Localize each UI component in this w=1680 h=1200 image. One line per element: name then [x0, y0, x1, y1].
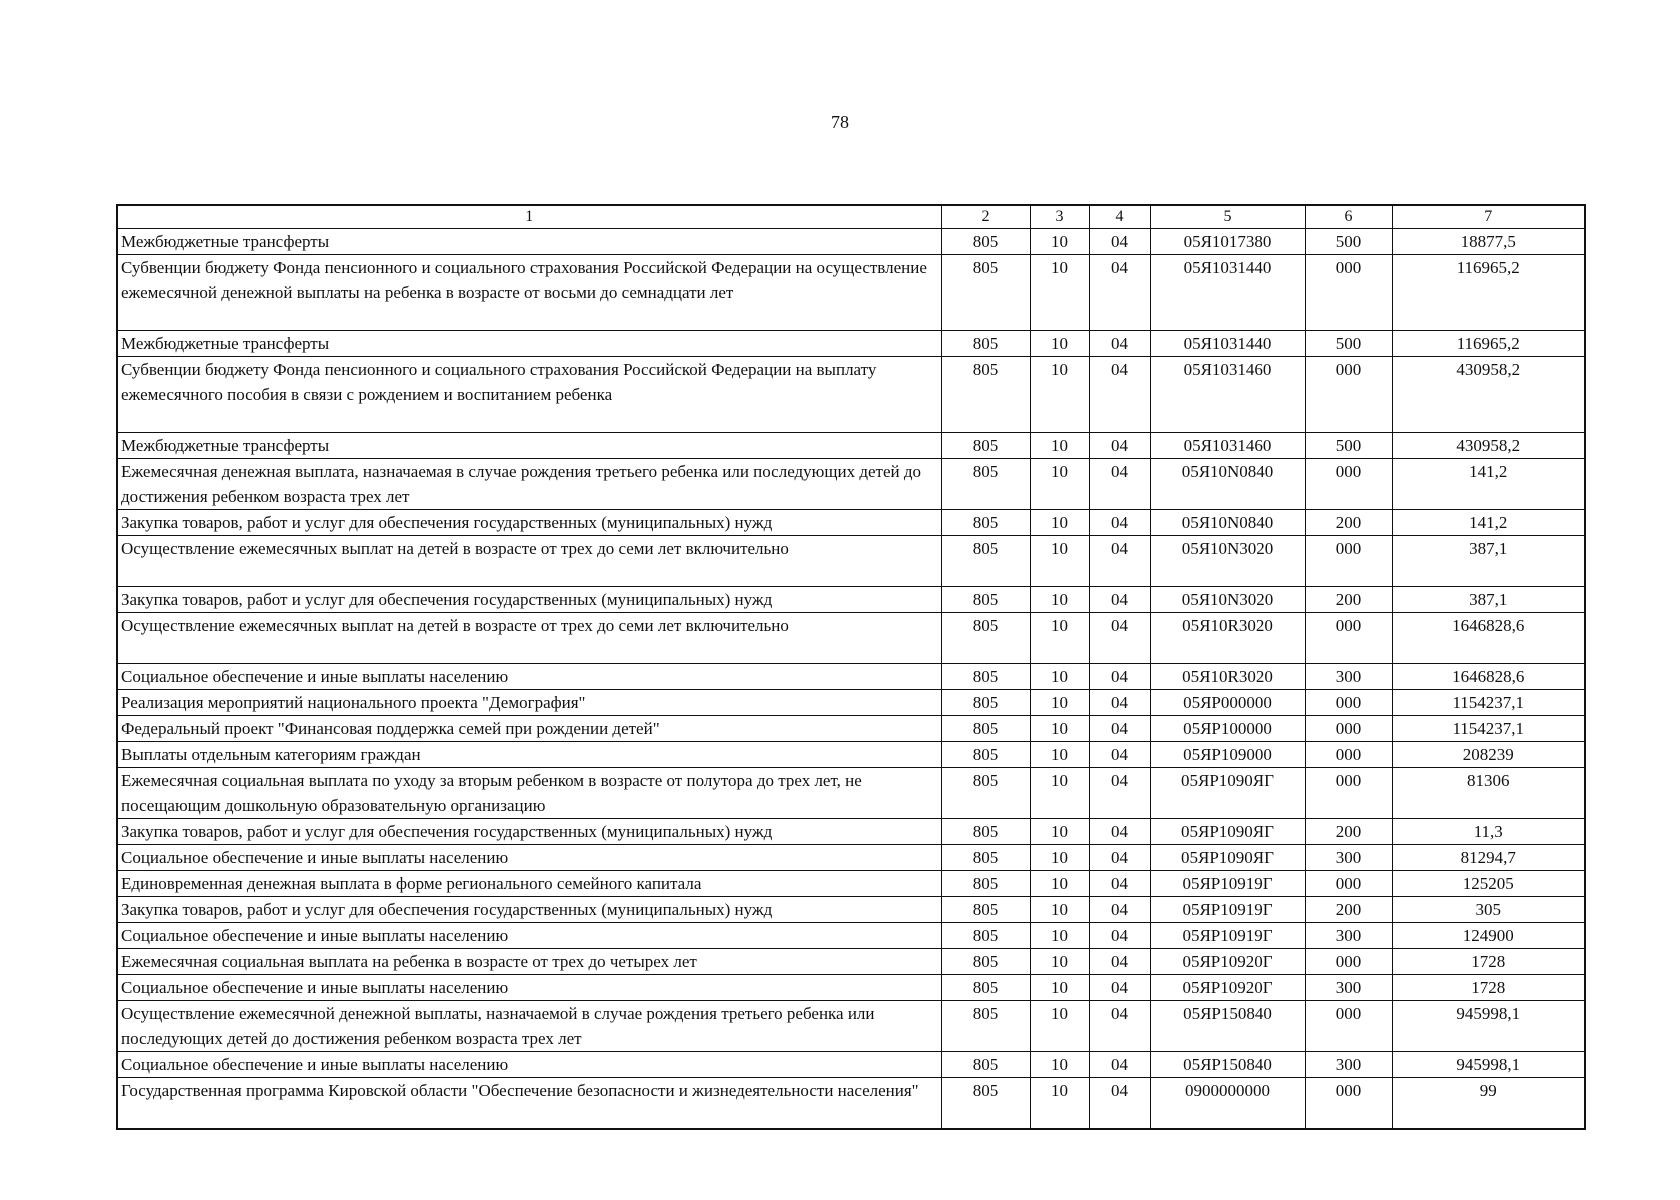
row-col7-cell: 945998,1: [1392, 1052, 1585, 1078]
row-col4-cell: 04: [1089, 1078, 1150, 1130]
row-col3-cell: 10: [1030, 845, 1089, 871]
row-col2-cell: 805: [941, 587, 1030, 613]
row-col2-cell: 805: [941, 459, 1030, 510]
row-name-cell: Межбюджетные трансферты: [117, 433, 941, 459]
row-col3-cell: 10: [1030, 975, 1089, 1001]
table-row: [117, 510, 1585, 536]
row-col7-cell: 387,1: [1392, 587, 1585, 613]
row-name-cell: Осуществление ежемесячных выплат на детей в возрасте от трех до семи лет включительно: [117, 536, 941, 587]
row-col7-cell: 18877,5: [1392, 229, 1585, 255]
row-name-cell: Единовременная денежная выплата в форме регионального семейного капитала: [117, 871, 941, 897]
table-row: [117, 923, 1585, 949]
column-header-1: 1: [117, 205, 941, 229]
row-col6-cell: 200: [1305, 819, 1392, 845]
column-header-7: 7: [1392, 205, 1585, 229]
row-col7-cell: 1728: [1392, 975, 1585, 1001]
row-col6-cell: 300: [1305, 975, 1392, 1001]
row-col3-cell: 10: [1030, 613, 1089, 664]
row-col3-cell: 10: [1030, 433, 1089, 459]
row-col6-cell: 000: [1305, 871, 1392, 897]
row-name-cell: Социальное обеспечение и иные выплаты населению: [117, 975, 941, 1001]
row-col6-cell: 000: [1305, 949, 1392, 975]
row-col5-cell: 05Я1031460: [1150, 357, 1305, 433]
row-col4-cell: 04: [1089, 357, 1150, 433]
row-col6-cell: 200: [1305, 897, 1392, 923]
row-col2-cell: 805: [941, 845, 1030, 871]
row-col2-cell: 805: [941, 255, 1030, 331]
column-header-5: 5: [1150, 205, 1305, 229]
table-row: [117, 949, 1585, 975]
row-col6-cell: 000: [1305, 1001, 1392, 1052]
table-row: [117, 433, 1585, 459]
row-col4-cell: 04: [1089, 845, 1150, 871]
row-col5-cell: 05Я1031440: [1150, 255, 1305, 331]
row-col6-cell: 500: [1305, 433, 1392, 459]
table-row: [117, 871, 1585, 897]
row-col5-cell: 05Я10N3020: [1150, 536, 1305, 587]
row-col3-cell: 10: [1030, 587, 1089, 613]
row-col3-cell: 10: [1030, 331, 1089, 357]
row-col4-cell: 04: [1089, 1052, 1150, 1078]
row-col5-cell: 05ЯР1090ЯГ: [1150, 768, 1305, 819]
row-col7-cell: 99: [1392, 1078, 1585, 1130]
row-col4-cell: 04: [1089, 871, 1150, 897]
table-row: [117, 255, 1585, 331]
table-row: [117, 690, 1585, 716]
table-row: [117, 975, 1585, 1001]
row-name-cell: Реализация мероприятий национального проекта "Демография": [117, 690, 941, 716]
row-col3-cell: 10: [1030, 871, 1089, 897]
row-col7-cell: 141,2: [1392, 510, 1585, 536]
row-col6-cell: 200: [1305, 587, 1392, 613]
row-col4-cell: 04: [1089, 255, 1150, 331]
row-col6-cell: 500: [1305, 331, 1392, 357]
row-name-cell: Выплаты отдельным категориям граждан: [117, 742, 941, 768]
column-header-2: 2: [941, 205, 1030, 229]
row-col5-cell: 05Я10N3020: [1150, 587, 1305, 613]
row-col5-cell: 05ЯР1090ЯГ: [1150, 819, 1305, 845]
table-row: [117, 331, 1585, 357]
row-col2-cell: 805: [941, 357, 1030, 433]
row-col4-cell: 04: [1089, 510, 1150, 536]
row-col6-cell: 000: [1305, 255, 1392, 331]
row-col4-cell: 04: [1089, 819, 1150, 845]
row-col3-cell: 10: [1030, 255, 1089, 331]
row-col5-cell: 0900000000: [1150, 1078, 1305, 1130]
row-col5-cell: 05ЯР150840: [1150, 1001, 1305, 1052]
column-header-3: 3: [1030, 205, 1089, 229]
row-col2-cell: 805: [941, 819, 1030, 845]
row-name-cell: Субвенции бюджету Фонда пенсионного и социального страхования Российской Федерации на выплату ежемесячного пособия в связи с рождением и воспитанием ребенка: [117, 357, 941, 433]
table-row: [117, 716, 1585, 742]
row-col4-cell: 04: [1089, 897, 1150, 923]
row-col6-cell: 300: [1305, 664, 1392, 690]
row-col7-cell: 208239: [1392, 742, 1585, 768]
row-col6-cell: 000: [1305, 1078, 1392, 1130]
row-name-cell: Осуществление ежемесячной денежной выплаты, назначаемой в случае рождения третьего ребенка или последующих детей до достижения ребенком возраста трех лет: [117, 1001, 941, 1052]
row-col7-cell: 1154237,1: [1392, 716, 1585, 742]
row-col3-cell: 10: [1030, 536, 1089, 587]
row-name-cell: Ежемесячная денежная выплата, назначаемая в случае рождения третьего ребенка или последующих детей до достижения ребенком возраста трех лет: [117, 459, 941, 510]
row-col6-cell: 300: [1305, 845, 1392, 871]
row-col5-cell: 05ЯР100000: [1150, 716, 1305, 742]
row-col3-cell: 10: [1030, 357, 1089, 433]
row-col6-cell: 000: [1305, 716, 1392, 742]
row-col4-cell: 04: [1089, 331, 1150, 357]
row-col2-cell: 805: [941, 871, 1030, 897]
row-col6-cell: 300: [1305, 1052, 1392, 1078]
row-col3-cell: 10: [1030, 819, 1089, 845]
row-col3-cell: 10: [1030, 923, 1089, 949]
row-col5-cell: 05Я10R3020: [1150, 613, 1305, 664]
row-col4-cell: 04: [1089, 587, 1150, 613]
row-name-cell: Осуществление ежемесячных выплат на детей в возрасте от трех до семи лет включительно: [117, 613, 941, 664]
row-col2-cell: 805: [941, 433, 1030, 459]
table-row: [117, 845, 1585, 871]
row-name-cell: Социальное обеспечение и иные выплаты населению: [117, 1052, 941, 1078]
row-col4-cell: 04: [1089, 433, 1150, 459]
row-col3-cell: 10: [1030, 1078, 1089, 1130]
row-col5-cell: 05ЯР1090ЯГ: [1150, 845, 1305, 871]
row-col6-cell: 500: [1305, 229, 1392, 255]
row-col3-cell: 10: [1030, 716, 1089, 742]
row-col4-cell: 04: [1089, 664, 1150, 690]
row-col5-cell: 05ЯР10919Г: [1150, 897, 1305, 923]
row-col2-cell: 805: [941, 690, 1030, 716]
row-col2-cell: 805: [941, 975, 1030, 1001]
row-name-cell: Социальное обеспечение и иные выплаты населению: [117, 845, 941, 871]
column-header-6: 6: [1305, 205, 1392, 229]
row-name-cell: Социальное обеспечение и иные выплаты населению: [117, 923, 941, 949]
row-col6-cell: 000: [1305, 536, 1392, 587]
row-col6-cell: 000: [1305, 613, 1392, 664]
row-col7-cell: 1646828,6: [1392, 613, 1585, 664]
row-name-cell: Закупка товаров, работ и услуг для обеспечения государственных (муниципальных) нужд: [117, 897, 941, 923]
table-row: [117, 664, 1585, 690]
row-col2-cell: 805: [941, 536, 1030, 587]
row-col7-cell: 305: [1392, 897, 1585, 923]
row-col2-cell: 805: [941, 229, 1030, 255]
row-col3-cell: 10: [1030, 510, 1089, 536]
row-col3-cell: 10: [1030, 229, 1089, 255]
row-col2-cell: 805: [941, 923, 1030, 949]
row-col2-cell: 805: [941, 716, 1030, 742]
row-name-cell: Государственная программа Кировской области "Обеспечение безопасности и жизнедеятельности населения": [117, 1078, 941, 1130]
row-col6-cell: 000: [1305, 768, 1392, 819]
row-col2-cell: 805: [941, 1078, 1030, 1130]
row-col5-cell: 05ЯР150840: [1150, 1052, 1305, 1078]
budget-table: [116, 204, 1586, 1130]
row-col2-cell: 805: [941, 742, 1030, 768]
row-col7-cell: 81294,7: [1392, 845, 1585, 871]
row-col7-cell: 125205: [1392, 871, 1585, 897]
table-row: [117, 613, 1585, 664]
row-col6-cell: 000: [1305, 357, 1392, 433]
row-col5-cell: 05Я10N0840: [1150, 459, 1305, 510]
row-name-cell: Закупка товаров, работ и услуг для обеспечения государственных (муниципальных) нужд: [117, 587, 941, 613]
table-row: [117, 229, 1585, 255]
row-col7-cell: 124900: [1392, 923, 1585, 949]
row-name-cell: Федеральный проект "Финансовая поддержка семей при рождении детей": [117, 716, 941, 742]
row-col3-cell: 10: [1030, 664, 1089, 690]
row-col5-cell: 05Я1031460: [1150, 433, 1305, 459]
row-col5-cell: 05ЯР10920Г: [1150, 975, 1305, 1001]
row-col6-cell: 000: [1305, 742, 1392, 768]
row-col5-cell: 05Я10R3020: [1150, 664, 1305, 690]
row-col2-cell: 805: [941, 1001, 1030, 1052]
row-col7-cell: 430958,2: [1392, 357, 1585, 433]
row-col5-cell: 05ЯР10920Г: [1150, 949, 1305, 975]
row-col5-cell: 05Я1017380: [1150, 229, 1305, 255]
row-col4-cell: 04: [1089, 229, 1150, 255]
table-row: [117, 536, 1585, 587]
row-col6-cell: 000: [1305, 459, 1392, 510]
table-row: [117, 1001, 1585, 1052]
row-col4-cell: 04: [1089, 613, 1150, 664]
row-col2-cell: 805: [941, 331, 1030, 357]
row-col7-cell: 1154237,1: [1392, 690, 1585, 716]
row-name-cell: Межбюджетные трансферты: [117, 331, 941, 357]
table-row: [117, 742, 1585, 768]
row-col4-cell: 04: [1089, 742, 1150, 768]
page-number: 78: [831, 112, 849, 132]
row-col2-cell: 805: [941, 510, 1030, 536]
row-col7-cell: 116965,2: [1392, 331, 1585, 357]
row-col3-cell: 10: [1030, 949, 1089, 975]
table-row: [117, 819, 1585, 845]
row-col5-cell: 05Я1031440: [1150, 331, 1305, 357]
row-col3-cell: 10: [1030, 768, 1089, 819]
row-col4-cell: 04: [1089, 949, 1150, 975]
row-col7-cell: 945998,1: [1392, 1001, 1585, 1052]
row-col5-cell: 05ЯР10919Г: [1150, 923, 1305, 949]
row-col5-cell: 05ЯР109000: [1150, 742, 1305, 768]
row-name-cell: Субвенции бюджету Фонда пенсионного и социального страхования Российской Федерации на осуществление ежемесячной денежной выплаты на ребенка в возрасте от восьми до семнадцати лет: [117, 255, 941, 331]
row-col3-cell: 10: [1030, 1052, 1089, 1078]
row-col7-cell: 430958,2: [1392, 433, 1585, 459]
row-name-cell: Закупка товаров, работ и услуг для обеспечения государственных (муниципальных) нужд: [117, 510, 941, 536]
row-col3-cell: 10: [1030, 897, 1089, 923]
row-col3-cell: 10: [1030, 742, 1089, 768]
row-col5-cell: 05ЯР000000: [1150, 690, 1305, 716]
row-col7-cell: 116965,2: [1392, 255, 1585, 331]
table-row: [117, 1052, 1585, 1078]
row-col2-cell: 805: [941, 897, 1030, 923]
row-col4-cell: 04: [1089, 923, 1150, 949]
row-col7-cell: 81306: [1392, 768, 1585, 819]
row-name-cell: Социальное обеспечение и иные выплаты населению: [117, 664, 941, 690]
row-name-cell: Межбюджетные трансферты: [117, 229, 941, 255]
row-col7-cell: 1728: [1392, 949, 1585, 975]
row-col5-cell: 05Я10N0840: [1150, 510, 1305, 536]
row-name-cell: Ежемесячная социальная выплата по уходу за вторым ребенком в возрасте от полутора до трех лет, не посещающим дошкольную образовательную организацию: [117, 768, 941, 819]
row-col7-cell: 1646828,6: [1392, 664, 1585, 690]
row-col4-cell: 04: [1089, 1001, 1150, 1052]
row-col7-cell: 11,3: [1392, 819, 1585, 845]
row-col2-cell: 805: [941, 949, 1030, 975]
table-row: [117, 1078, 1585, 1130]
table-row: [117, 768, 1585, 819]
row-col4-cell: 04: [1089, 459, 1150, 510]
table-header-row: [117, 205, 1585, 229]
row-col3-cell: 10: [1030, 690, 1089, 716]
row-col2-cell: 805: [941, 613, 1030, 664]
row-col4-cell: 04: [1089, 536, 1150, 587]
table-row: [117, 897, 1585, 923]
row-col7-cell: 387,1: [1392, 536, 1585, 587]
row-col3-cell: 10: [1030, 459, 1089, 510]
row-col4-cell: 04: [1089, 716, 1150, 742]
row-name-cell: Ежемесячная социальная выплата на ребенка в возрасте от трех до четырех лет: [117, 949, 941, 975]
row-col4-cell: 04: [1089, 975, 1150, 1001]
row-col6-cell: 200: [1305, 510, 1392, 536]
table-body: [117, 229, 1585, 1130]
table-row: [117, 459, 1585, 510]
row-col2-cell: 805: [941, 1052, 1030, 1078]
row-name-cell: Закупка товаров, работ и услуг для обеспечения государственных (муниципальных) нужд: [117, 819, 941, 845]
column-header-4: 4: [1089, 205, 1150, 229]
row-col6-cell: 000: [1305, 690, 1392, 716]
row-col4-cell: 04: [1089, 768, 1150, 819]
row-col2-cell: 805: [941, 664, 1030, 690]
row-col6-cell: 300: [1305, 923, 1392, 949]
table-row: [117, 357, 1585, 433]
row-col4-cell: 04: [1089, 690, 1150, 716]
row-col7-cell: 141,2: [1392, 459, 1585, 510]
row-col2-cell: 805: [941, 768, 1030, 819]
row-col5-cell: 05ЯР10919Г: [1150, 871, 1305, 897]
row-col3-cell: 10: [1030, 1001, 1089, 1052]
table-row: [117, 587, 1585, 613]
